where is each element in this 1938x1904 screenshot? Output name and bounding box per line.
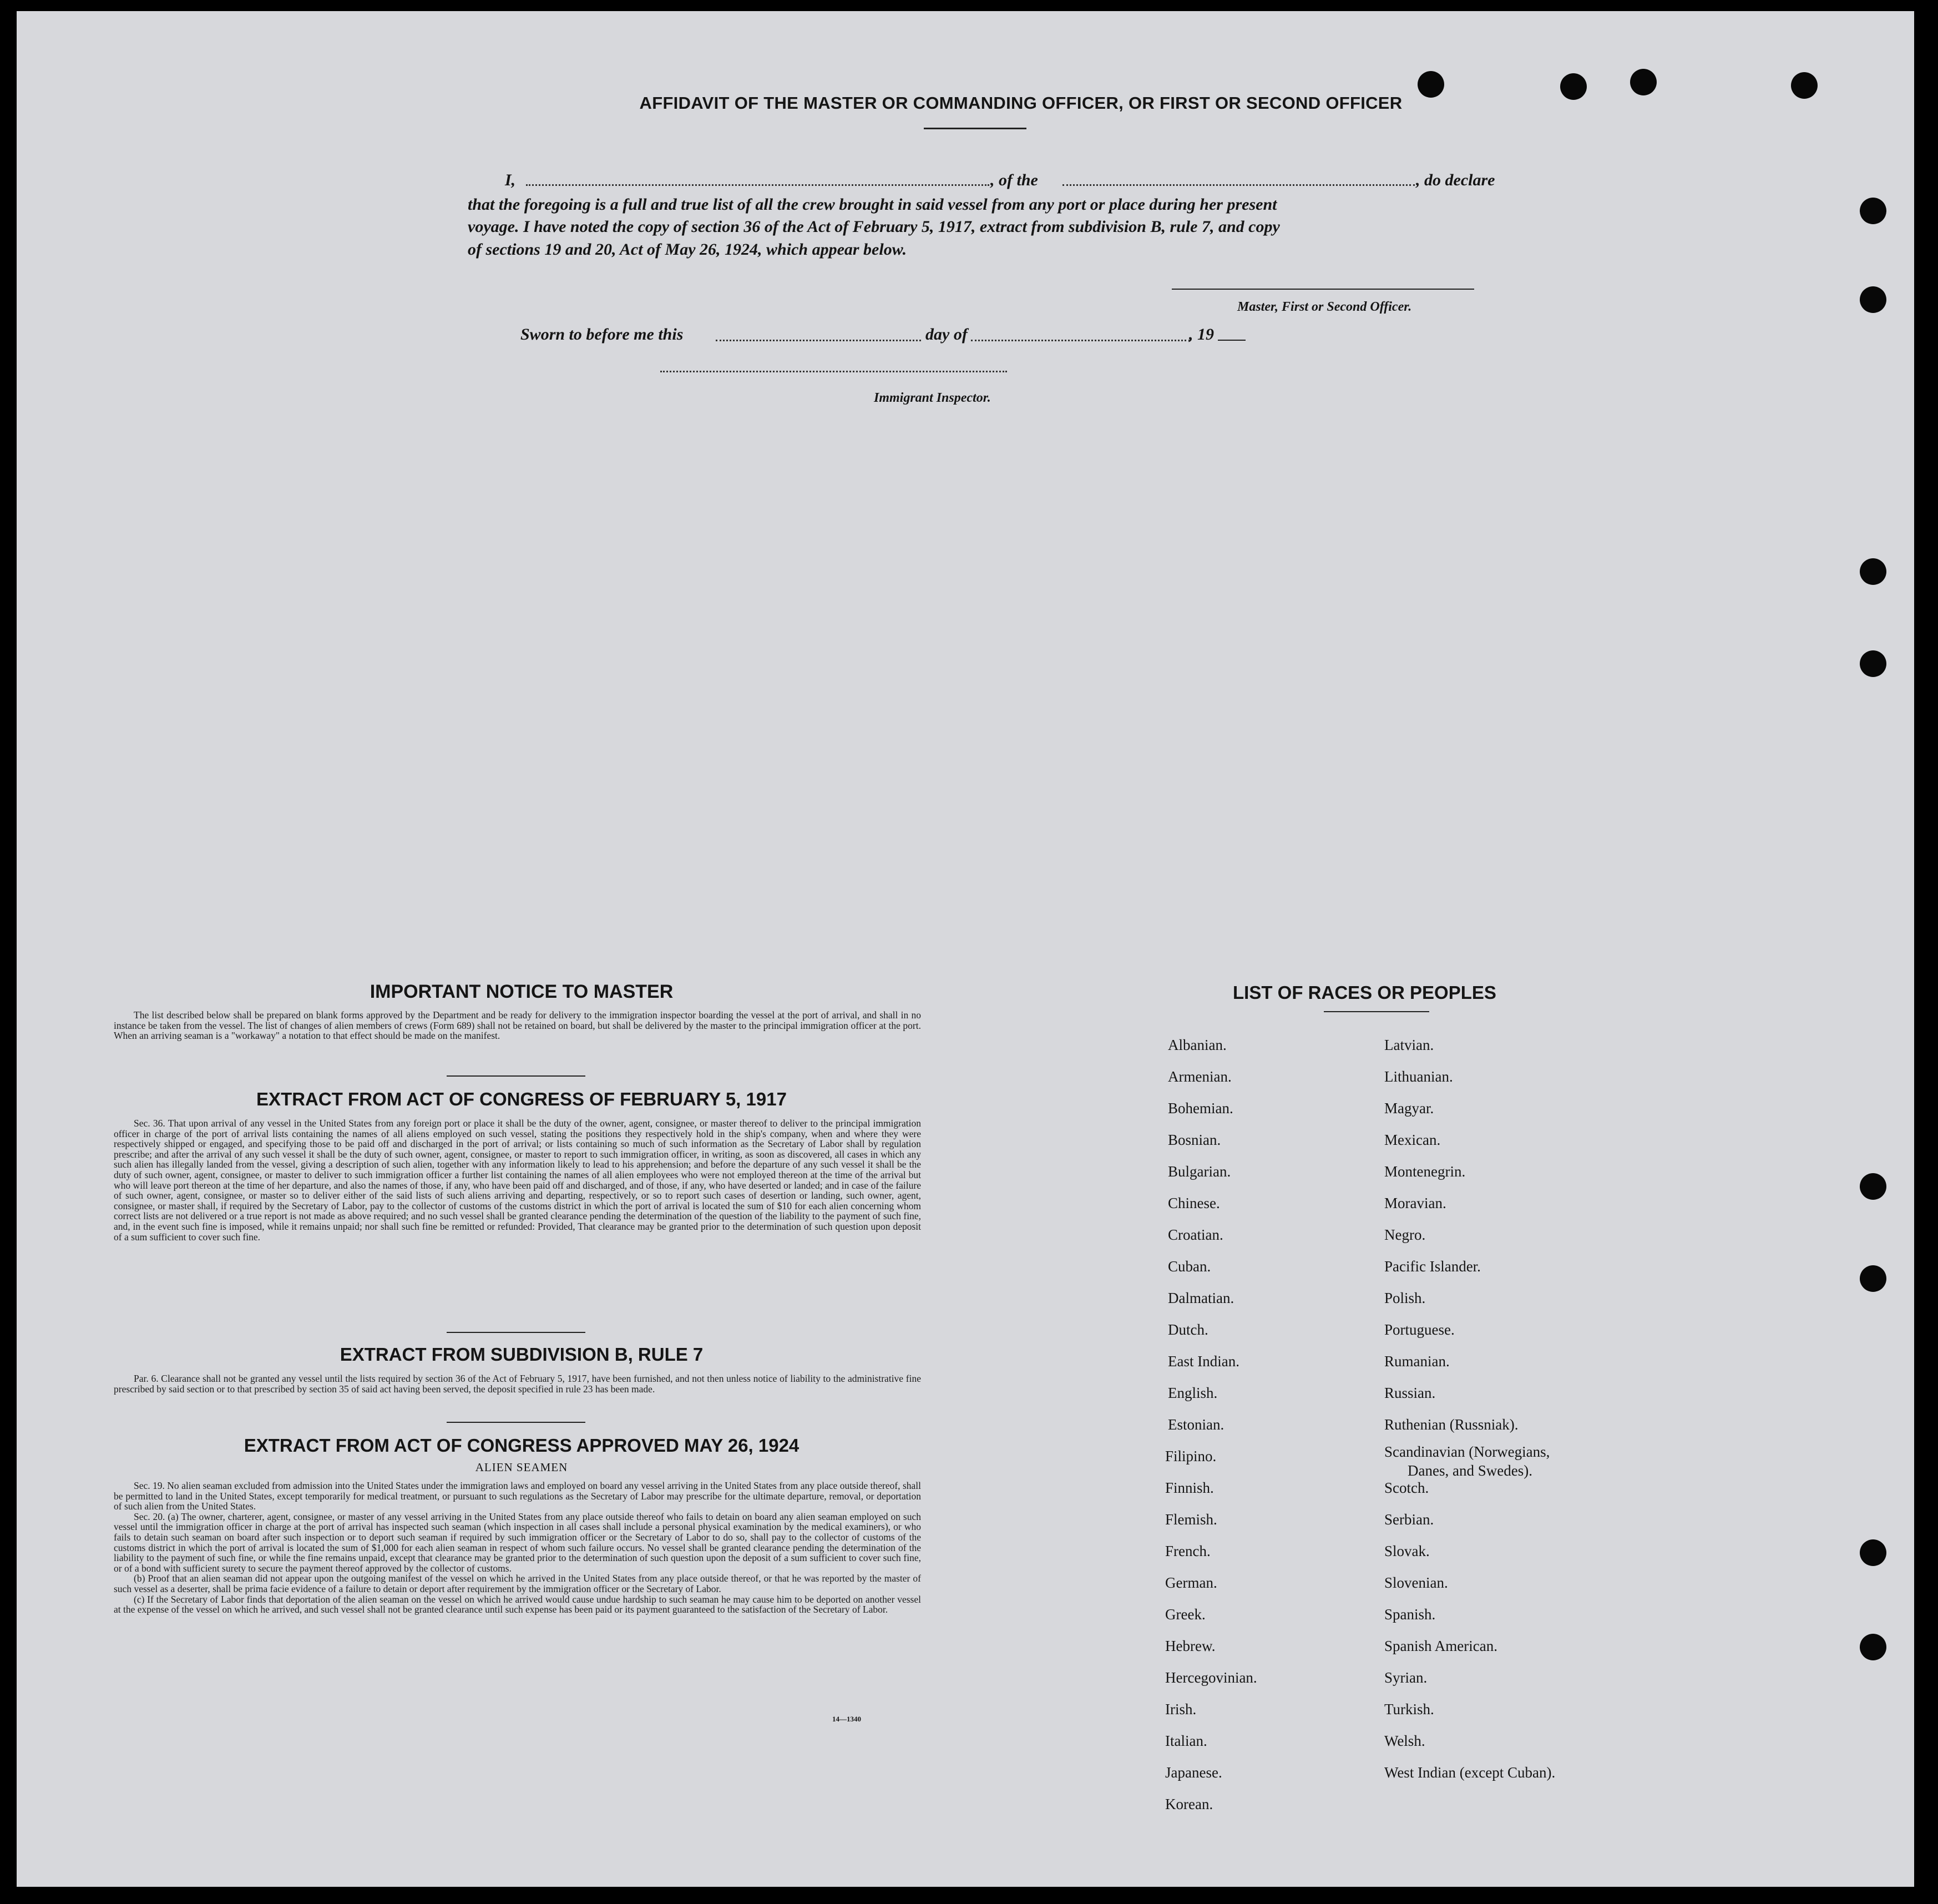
race-item: Danes, and Swedes). (1408, 1462, 1532, 1479)
race-item: Chinese. (1168, 1195, 1220, 1211)
sec-20b-paragraph: (b) Proof that an alien seaman did not appear upon the outgoing manifest of the vessel on which he arrived in the United States from any place outside thereof, or that he was reported by the master of such vessel as a deserter, shall be prima facie evidence of a failure to detain or deport after requirement by the immigration officer or the Secretary of Labor. (114, 1573, 921, 1594)
race-item: Cuban. (1168, 1258, 1211, 1275)
races-title: LIST OF RACES OR PEOPLES (1233, 982, 1496, 1003)
par-6-paragraph: Par. 6. Clearance shall not be granted any vessel until the lists required by section 36 of the Act of February 5, 1917, have been furnished, and not then unless notice of liability to the administrative fine prescribed by said section or to that prescribed by section 35 of said act having been served, the deposit specified in rule 23 has been made. (114, 1373, 921, 1395)
race-item: Scandinavian (Norwegians, (1384, 1443, 1550, 1460)
race-item: Japanese. (1165, 1764, 1222, 1781)
punch-hole (1860, 1634, 1886, 1660)
race-item: German. (1165, 1574, 1217, 1591)
punch-hole (1860, 1173, 1886, 1200)
extract-1917-text (114, 1118, 921, 1242)
race-item: West Indian (except Cuban). (1384, 1764, 1556, 1781)
notice-paragraph: The list described below shall be prepared on blank forms approved by the Department and be ready for delivery to the immigration inspector boarding the vessel at the port of arrival, and shall in no instance be taken from the vessel. The list of changes of alien members of crews (Form 689) shall not be retained on board, but shall be delivered by the master to the principal immigration officer at the port. When an arriving seaman is a "workaway" a notation to that effect should be made on the manifest. (114, 1009, 921, 1042)
master-signature-line (1172, 289, 1474, 290)
extract-1917-title: EXTRACT FROM ACT OF CONGRESS OF FEBRUARY 5, 1917 (256, 1089, 787, 1109)
race-item: East Indian. (1168, 1353, 1239, 1370)
document-page (17, 11, 1914, 1887)
race-item: Moravian. (1384, 1195, 1446, 1211)
affidavit-title: AFFIDAVIT OF THE MASTER OR COMMANDING OFFICER, OR FIRST OR SECOND OFFICER (639, 93, 1403, 113)
race-item: Montenegrin. (1384, 1163, 1466, 1180)
title-divider (924, 128, 1026, 129)
section-divider (447, 1422, 585, 1423)
sworn-day-blank (716, 340, 921, 341)
race-item: Lithuanian. (1384, 1068, 1453, 1085)
vessel-blank (1062, 184, 1415, 186)
punch-hole (1860, 650, 1886, 677)
punch-hole (1860, 1265, 1886, 1292)
race-item: Greek. (1165, 1606, 1206, 1623)
race-item: Hebrew. (1165, 1638, 1216, 1654)
race-item: Filipino. (1165, 1448, 1217, 1464)
sec-20a-paragraph: Sec. 20. (a) The owner, charterer, agent, consignee, or master of any vessel arriving in the United States from any place outside thereof who fails to detain on board any alien seaman employed on such vessel until the immigration officer in charge at the port of arrival has inspected such seaman (which inspection in all cases shall include a personal physical examination by the medical examiners), or who fails to detain such seaman on board after such inspection or to deport such seaman if required by such immigration officer or the Secretary of Labor to do so, shall pay to the collector of customs of the customs district in which the port of arrival is located the sum of $1,000 for each alien seaman in respect of whom such failure occurs. No vessel shall be granted clearance pending the determination of the liability to the payment of such fine, or while the fine remains unpaid, except that clearance may be granted prior to the determination of such question upon the deposit of a sum sufficient to cover such fine, or of a bond with sufficient surety to secure the payment thereof approved by the collector of customs. (114, 1511, 921, 1574)
race-item: Albanian. (1168, 1037, 1227, 1053)
race-item: Russian. (1384, 1385, 1436, 1401)
year-label: , 19 (1189, 325, 1214, 344)
affidavit-line-3: voyage. I have noted the copy of section 36 of the Act of February 5, 1917, extract from subdivision B, rule 7, and copy (468, 218, 1280, 236)
race-item: Slovenian. (1384, 1574, 1448, 1591)
race-item: Portuguese. (1384, 1321, 1455, 1338)
race-item: Syrian. (1384, 1669, 1428, 1686)
punch-hole (1560, 73, 1587, 100)
punch-hole (1860, 558, 1886, 585)
race-item: Korean. (1165, 1796, 1213, 1812)
extract-rule7-title: EXTRACT FROM SUBDIVISION B, RULE 7 (340, 1344, 704, 1365)
day-of-label: day of (925, 325, 968, 344)
notice-text (114, 1010, 921, 1041)
name-blank (526, 184, 989, 186)
affidavit-line-2: that the foregoing is a full and true list of all the crew brought in said vessel from any port or place during her present (468, 195, 1277, 214)
form-number: 14—1340 (832, 1715, 861, 1723)
punch-hole (1860, 1539, 1886, 1566)
sec-20c-paragraph: (c) If the Secretary of Labor finds that deportation of the alien seaman on the vessel on which he arrived would cause undue hardship to such seaman he may cause him to be deported on another vessel at the expense of the vessel on which he arrived, and such vessel shall not be granted clearance until such expense has been paid or its payment guaranteed to the satisfaction of the Secretary of Labor. (114, 1593, 921, 1615)
extract-rule7-text (114, 1373, 921, 1394)
extract-1924-title: EXTRACT FROM ACT OF CONGRESS APPROVED MAY 26, 1924 (244, 1435, 800, 1456)
inspector-signature-line (660, 371, 1007, 372)
sworn-label: Sworn to before me this (520, 325, 684, 344)
race-item: Pacific Islander. (1384, 1258, 1481, 1275)
extract-1924-text (114, 1481, 921, 1615)
punch-hole (1860, 286, 1886, 313)
race-item: Bohemian. (1168, 1100, 1233, 1117)
race-item: Turkish. (1384, 1701, 1434, 1718)
race-item: Flemish. (1165, 1511, 1217, 1528)
race-item: Polish. (1384, 1290, 1426, 1306)
race-item: Hercegovinian. (1165, 1669, 1257, 1686)
race-item: Mexican. (1384, 1132, 1441, 1148)
race-item: Scotch. (1384, 1479, 1429, 1496)
race-item: Bulgarian. (1168, 1163, 1231, 1180)
master-signature-label: Master, First or Second Officer. (1237, 300, 1412, 314)
affidavit-declare: , do declare (1416, 171, 1495, 189)
race-item: Irish. (1165, 1701, 1197, 1718)
race-item: Armenian. (1168, 1068, 1232, 1085)
punch-hole (1791, 72, 1818, 99)
race-item: Rumanian. (1384, 1353, 1450, 1370)
race-item: Dutch. (1168, 1321, 1208, 1338)
notice-title: IMPORTANT NOTICE TO MASTER (370, 981, 674, 1002)
section-divider (447, 1075, 585, 1077)
year-blank (1218, 340, 1246, 341)
race-item: Ruthenian (Russniak). (1384, 1416, 1519, 1433)
section-36-paragraph: Sec. 36. That upon arrival of any vessel in the United States from any foreign port or place it shall be the duty of the owner, agent, consignee, or master thereof to deliver to the principal immigration officer in charge of the port of arrival lists containing the names of all aliens employed on such vessel, stating the positions they respectively hold in the ship's company, when and where they were respectively shipped or engaged, and specifying those to be paid off and discharged in the port of arrival; or lists containing so much of such information as the Secretary of Labor shall by regulation prescribe; and after the arrival of any such vessel it shall be the duty of such owner, agent, consignee, or master to report to such immigration officer, in writing, as soon as discovered, all cases in which any such alien has illegally landed from the vessel, giving a description of such alien, together with any information likely to lead to his apprehension; and before the departure of any such vessel it shall be the duty of such owner, agent, consignee, or master to deliver to such immigration officer a further list containing the names of all alien employees who were not employed thereon at the time of the arrival but who will leave port thereon at the time of her departure, and also the names of those, if any, who have been paid off and discharged, and of those, if any, who have deserted or landed; and in case of the failure of such owner, agent, consignee, or master so to deliver either of the said lists of such aliens arriving and departing, respectively, or so to report such cases of desertion or landing, such owner, agent, consignee, or master shall, if required by the Secretary of Labor, pay to the collector of customs of the customs district in which the port of arrival is located the sum of $10 for each alien concerning whom correct lists are not delivered or a true report is not made as above required; and no such vessel shall be granted clearance pending the determination of the question of the liability to the payment of such fine, and, in the event such fine is imposed, while it remains unpaid; nor shall such fine be remitted or refunded: Provided, That clearance may be granted prior to the determination of such question upon deposit of a sum sufficient to cover such fine. (114, 1118, 921, 1243)
affidavit-of-the: , of the (990, 171, 1038, 189)
race-item: Negro. (1384, 1226, 1426, 1243)
race-item: Italian. (1165, 1733, 1207, 1749)
race-item: Finnish. (1165, 1479, 1214, 1496)
race-item: Bosnian. (1168, 1132, 1221, 1148)
sworn-month-blank (971, 340, 1190, 341)
races-title-divider (1324, 1011, 1429, 1012)
punch-hole (1630, 69, 1657, 95)
affidavit-line-4: of sections 19 and 20, Act of May 26, 1924, which appear below. (468, 240, 907, 259)
race-item: Serbian. (1384, 1511, 1434, 1528)
section-divider (447, 1332, 585, 1333)
race-item: Latvian. (1384, 1037, 1434, 1053)
alien-seamen-subtitle: ALIEN SEAMEN (475, 1461, 568, 1474)
race-item: English. (1168, 1385, 1218, 1401)
race-item: Dalmatian. (1168, 1290, 1234, 1306)
race-item: Croatian. (1168, 1226, 1223, 1243)
punch-hole (1860, 198, 1886, 224)
race-item: Slovak. (1384, 1543, 1430, 1559)
inspector-label: Immigrant Inspector. (874, 391, 991, 405)
race-item: Spanish American. (1384, 1638, 1497, 1654)
race-item: Welsh. (1384, 1733, 1425, 1749)
race-item: French. (1165, 1543, 1211, 1559)
race-item: Spanish. (1384, 1606, 1436, 1623)
sec-19-paragraph: Sec. 19. No alien seaman excluded from admission into the United States under the immigration laws and employed on board any vessel arriving in the United States from any place outside thereof, shall be permitted to land in the United States, except temporarily for medical treatment, or pursuant to such regulations as the Secretary of Labor may prescribe for the ultimate departure, removal, or deportation of such alien from the United States. (114, 1480, 921, 1512)
affidavit-i: I, (505, 171, 516, 189)
race-item: Estonian. (1168, 1416, 1224, 1433)
race-item: Magyar. (1384, 1100, 1434, 1117)
